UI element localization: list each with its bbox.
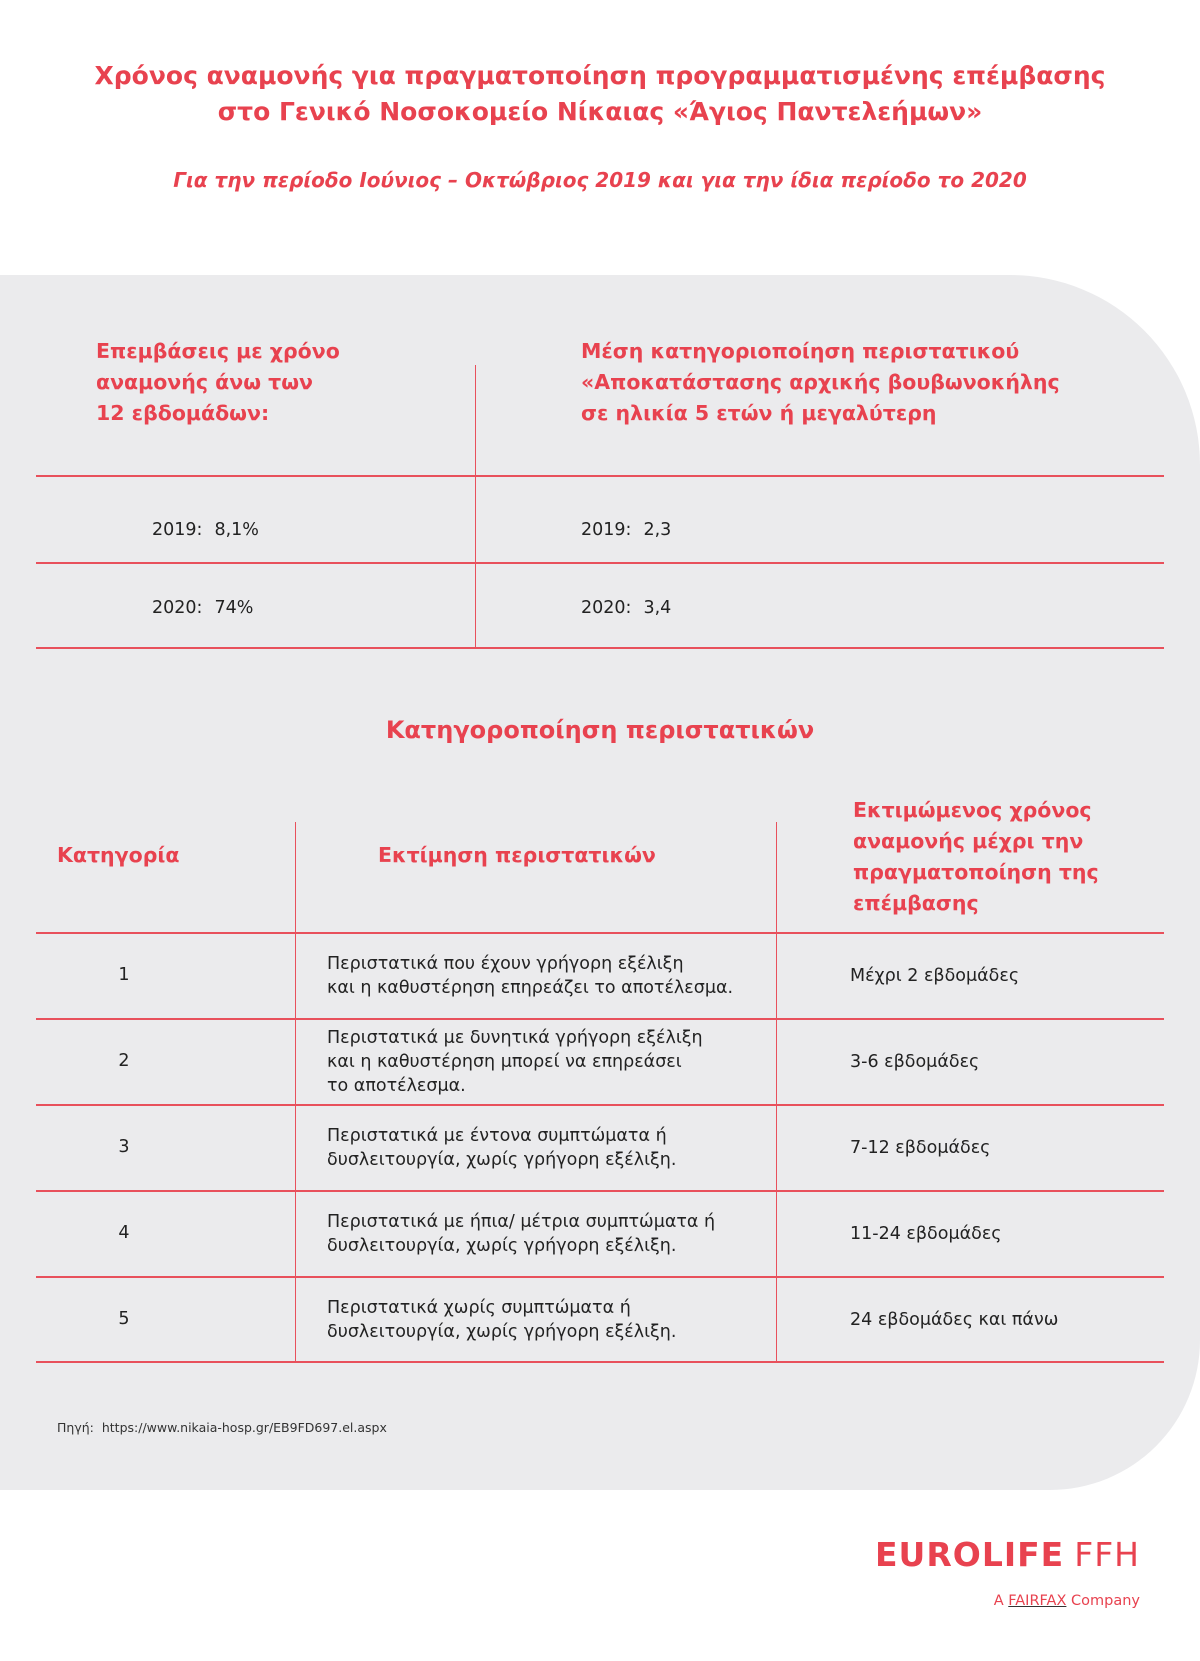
- summary-col1-header-line: 12 εβδομάδων:: [96, 401, 270, 425]
- description-line: το αποτέλεσμα.: [327, 1076, 466, 1096]
- wait-header-line: πραγματοποίηση της: [853, 860, 1099, 884]
- category-description: [327, 1124, 747, 1172]
- eurolife-logo: [875, 1535, 1140, 1625]
- summary-col1-header-line: Επεμβάσεις με χρόνο: [96, 339, 340, 363]
- wait-header-line: Εκτιμώμενος χρόνος: [853, 798, 1092, 822]
- category-wait-time: 24 εβδομάδες και πάνω: [850, 1310, 1059, 1330]
- category-number: 2: [118, 1051, 130, 1071]
- title-line-2: στο Γενικό Νοσοκομείο Νίκαιας «Άγιος Παντελεήμων»: [217, 97, 983, 126]
- table-row-divider: [36, 1018, 1164, 1020]
- summary-divider: [36, 562, 1164, 564]
- summary-col1-header-line: αναμονής άνω των: [96, 370, 314, 394]
- summary-col2-header-line: Μέση κατηγοριοποίηση περιστατικού: [581, 339, 1020, 363]
- wait-header-line: αναμονής μέχρι την: [853, 829, 1084, 853]
- category-column-divider: [295, 822, 296, 1362]
- summary-value: 74%: [214, 598, 254, 618]
- description-line: Περιστατικά που έχουν γρήγορη εξέλιξη: [327, 954, 684, 974]
- page-header: [0, 0, 1200, 275]
- table-row-divider: [36, 1361, 1164, 1363]
- title-line-1: Χρόνος αναμονής για πραγματοποίηση προγραμματισμένης επέμβασης: [94, 61, 1106, 90]
- category-number: 3: [118, 1137, 130, 1157]
- table-row-divider: [36, 1190, 1164, 1192]
- category-description: [327, 952, 747, 1000]
- category-column-header: Κατηγορία: [57, 843, 180, 867]
- summary-divider: [36, 647, 1164, 649]
- summary-year: 2020:: [152, 598, 203, 618]
- category-wait-time: Μέχρι 2 εβδομάδες: [850, 966, 1020, 986]
- summary-value: 2,3: [643, 520, 672, 540]
- summary-col2-header-line: σε ηλικία 5 ετών ή μεγαλύτερη: [581, 401, 937, 425]
- logo-tagline: [994, 1593, 1140, 1609]
- description-line: δυσλειτουργία, χωρίς γρήγορη εξέλιξη.: [327, 1150, 677, 1170]
- wait-header-line: επέμβασης: [853, 891, 979, 915]
- summary-cell: [581, 596, 671, 621]
- description-line: και η καθυστέρηση επηρεάζει το αποτέλεσμα.: [327, 978, 734, 998]
- category-wait-time: 11-24 εβδομάδες: [850, 1224, 1002, 1244]
- category-number: 4: [118, 1223, 130, 1243]
- category-number: 5: [118, 1309, 130, 1329]
- summary-column-divider: [475, 365, 476, 647]
- page-subtitle: Για την περίοδο Ιούνιος – Οκτώβριος 2019 και για την ίδια περίοδο το 2020: [173, 168, 1027, 192]
- description-line: Περιστατικά χωρίς συμπτώματα ή: [327, 1298, 631, 1318]
- category-description: [327, 1026, 747, 1098]
- summary-col2-header-line: «Αποκατάστασης αρχικής βουβωνοκήλης: [581, 370, 1060, 394]
- category-number: 1: [118, 965, 130, 985]
- description-line: δυσλειτουργία, χωρίς γρήγορη εξέλιξη.: [327, 1236, 677, 1256]
- description-line: Περιστατικά με δυνητικά γρήγορη εξέλιξη: [327, 1028, 703, 1048]
- summary-value: 3,4: [643, 598, 672, 618]
- category-wait-time: 3-6 εβδομάδες: [850, 1052, 980, 1072]
- source-note: [57, 1420, 387, 1435]
- summary-year: 2020:: [581, 598, 632, 618]
- table-row-divider: [36, 1104, 1164, 1106]
- logo-brand: EUROLIFE: [875, 1535, 1065, 1574]
- table-row-divider: [36, 1276, 1164, 1278]
- page-title: [40, 58, 1160, 130]
- source-label: Πηγή:: [57, 1420, 94, 1435]
- description-line: και η καθυστέρηση μπορεί να επηρεάσει: [327, 1052, 682, 1072]
- source-link[interactable]: https://www.nikaia-hosp.gr/EB9FD697.el.aspx: [101, 1420, 387, 1435]
- wait-column-header: [853, 795, 1173, 919]
- section-title: Κατηγοροποίηση περιστατικών: [385, 716, 815, 744]
- summary-year: 2019:: [152, 520, 203, 540]
- category-wait-time: 7-12 εβδομάδες: [850, 1138, 991, 1158]
- table-row-divider: [36, 932, 1164, 934]
- category-column-divider: [776, 822, 777, 1362]
- summary-cell: [581, 518, 671, 543]
- logo-wordmark: [875, 1535, 1140, 1575]
- logo-tagline-company: FAIRFAX: [1008, 1593, 1067, 1609]
- category-description: [327, 1296, 747, 1344]
- description-line: Περιστατικά με έντονα συμπτώματα ή: [327, 1126, 667, 1146]
- assessment-column-header: Εκτίμηση περιστατικών: [378, 843, 656, 867]
- description-line: δυσλειτουργία, χωρίς γρήγορη εξέλιξη.: [327, 1322, 677, 1342]
- summary-year: 2019:: [581, 520, 632, 540]
- category-description: [327, 1210, 747, 1258]
- summary-divider: [36, 475, 1164, 477]
- description-line: Περιστατικά με ήπια/ μέτρια συμπτώματα ή: [327, 1212, 716, 1232]
- logo-tagline-suffix: Company: [1071, 1593, 1140, 1609]
- summary-cell: [152, 596, 253, 621]
- summary-value: 8,1%: [214, 520, 259, 540]
- summary-cell: [152, 518, 259, 543]
- summary-col2-header: [581, 336, 1141, 429]
- logo-suffix: FFH: [1074, 1535, 1140, 1574]
- summary-col1-header: [96, 336, 476, 429]
- logo-tagline-prefix: A: [993, 1593, 1004, 1609]
